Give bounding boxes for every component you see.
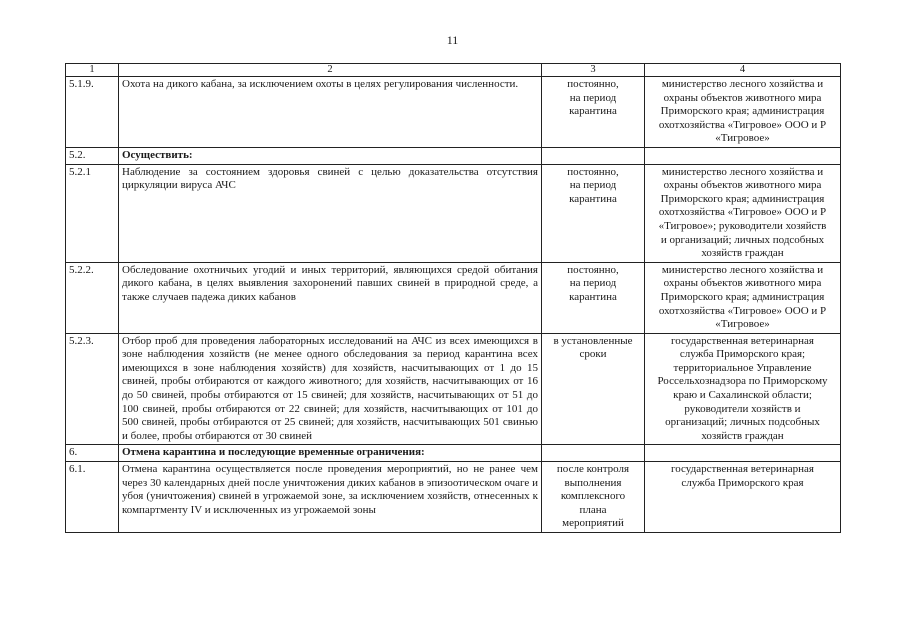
responsible-line: хозяйств граждан — [701, 429, 784, 442]
measure-responsible — [645, 262, 841, 333]
measure-responsible — [645, 147, 841, 164]
responsible-line: «Тигровое» — [715, 132, 770, 145]
measure-deadline — [542, 462, 645, 533]
item-number: 6. — [66, 445, 119, 462]
item-number: 5.1.9. — [66, 77, 119, 148]
deadline-line: после контроля — [556, 463, 630, 476]
item-number: 5.2.3. — [66, 333, 119, 445]
deadline-line: постоянно, — [567, 263, 619, 276]
measure-deadline — [542, 333, 645, 445]
item-number: 5.2.2. — [66, 262, 119, 333]
deadline-line: карантина — [569, 192, 617, 205]
responsible-line: Приморского края; администрация — [660, 192, 825, 205]
responsible-line: организаций; личных подсобных — [665, 416, 820, 429]
deadline-line: плана — [579, 503, 607, 516]
table-row — [66, 462, 841, 533]
deadline-line: карантина — [569, 290, 617, 303]
section-row — [66, 147, 841, 164]
measure-deadline — [542, 77, 645, 148]
measure-description: Отбор проб для проведения лабораторных исследований на АЧС из всех имеющихся в зоне наблюдения хозяйств (не менее одного обследования за период карантина всех имеющихся в зоне наблюдения хозяйств) для хозяйств, насчитывающих от 1 до 15 свиней, пробы отбираются от каждого животного; для хозяйств, насчитывающих от 16 до 50 свиней, пробы отбираются от 15 свиней; для хозяйств, насчитывающих от 51 до 100 свиней, пробы отбираются от 22 свиней; для хозяйств, насчитывающих от 101 до 500 свиней, пробы отбираются от 25 свиней; для хозяйств, насчитывающих 501 свинью и более, пробы отбираются от 30 свиней — [119, 333, 542, 445]
responsible-line: служба Приморского края; — [679, 348, 806, 361]
responsible-line: охотхозяйства «Тигровое» ООО и Р — [658, 118, 827, 131]
deadline-line: постоянно, — [567, 165, 619, 178]
responsible-line: Приморского края; администрация — [660, 290, 825, 303]
measure-description: Обследование охотничьих угодий и иных территорий, являющихся средой обитания дикого кабана, в целях выявления захоронений павших свиней в природной среде, а также случаев падежа диких кабанов — [119, 262, 542, 333]
section-row — [66, 445, 841, 462]
deadline-line: комплексного — [560, 490, 626, 503]
responsible-line: охраны объектов животного мира — [663, 179, 822, 192]
responsible-line: Россельхознадзора по Приморскому — [657, 375, 828, 388]
deadline-line: постоянно, — [567, 78, 619, 90]
column-header: 3 — [542, 64, 645, 77]
measure-responsible — [645, 445, 841, 462]
deadline-line: сроки — [579, 348, 607, 361]
responsible-line: государственная ветеринарная — [671, 463, 814, 476]
deadline-line: на период — [569, 179, 617, 192]
measures-table — [65, 63, 841, 533]
item-number: 5.2.1 — [66, 164, 119, 262]
table-row — [66, 333, 841, 445]
deadline-line: в установленные — [553, 334, 633, 347]
measure-deadline — [542, 147, 645, 164]
measure-responsible — [645, 462, 841, 533]
responsible-line: «Тигровое»; руководители хозяйств — [658, 219, 827, 232]
item-number: 5.2. — [66, 147, 119, 164]
column-header: 2 — [119, 64, 542, 77]
responsible-line: краю и Сахалинской области; — [673, 389, 812, 402]
responsible-line: министерство лесного хозяйства и — [661, 165, 824, 178]
measure-description: Наблюдение за состоянием здоровья свиней с целью доказательства отсутствия циркуляции вируса АЧС — [119, 164, 542, 262]
deadline-line: карантина — [569, 105, 617, 118]
deadline-line: выполнения — [564, 476, 622, 489]
responsible-line: территориальное Управление — [673, 361, 812, 374]
measure-deadline — [542, 164, 645, 262]
measure-responsible — [645, 164, 841, 262]
section-title: Осуществить: — [119, 147, 542, 164]
measure-responsible — [645, 333, 841, 445]
responsible-line: руководители хозяйств и — [684, 402, 801, 415]
responsible-line: охотхозяйства «Тигровое» ООО и Р — [658, 304, 827, 317]
section-title: Отмена карантина и последующие временные ограничения: — [119, 445, 542, 462]
responsible-line: государственная ветеринарная — [671, 334, 814, 347]
table-row — [66, 77, 841, 148]
table-header-row — [66, 64, 841, 77]
table-row — [66, 262, 841, 333]
responsible-line: охраны объектов животного мира — [663, 91, 822, 104]
deadline-line: на период — [569, 277, 617, 290]
responsible-line: Приморского края; администрация — [660, 105, 825, 118]
column-header: 4 — [645, 64, 841, 77]
responsible-line: и организаций; личных подсобных — [660, 233, 825, 246]
responsible-line: хозяйств граждан — [701, 247, 784, 260]
item-number: 6.1. — [66, 462, 119, 533]
deadline-line: на период — [569, 91, 617, 104]
responsible-line: министерство лесного хозяйства и — [661, 263, 824, 276]
deadline-line: мероприятий — [562, 517, 624, 530]
measure-deadline — [542, 445, 645, 462]
page-number: 11 — [446, 33, 459, 47]
measure-description: Охота на дикого кабана, за исключением охоты в целях регулирования численности. — [119, 77, 542, 148]
responsible-line: служба Приморского края — [681, 476, 804, 489]
responsible-line: охраны объектов животного мира — [663, 277, 822, 290]
measure-responsible — [645, 77, 841, 148]
responsible-line: «Тигровое» — [715, 318, 770, 331]
table-row — [66, 164, 841, 262]
responsible-line: министерство лесного хозяйства и — [661, 78, 824, 90]
measure-description: Отмена карантина осуществляется после проведения мероприятий, но не ранее чем через 30 календарных дней после уничтожения диких кабанов в эпизоотическом очаге и убоя (уничтожения) свиней в угрожаемой зоне, за исключением хозяйств, отнесенных к компартменту IV и исключенных из угрожаемой зоны — [119, 462, 542, 533]
column-header: 1 — [66, 64, 119, 77]
responsible-line: охотхозяйства «Тигровое» ООО и Р — [658, 206, 827, 219]
measure-deadline — [542, 262, 645, 333]
